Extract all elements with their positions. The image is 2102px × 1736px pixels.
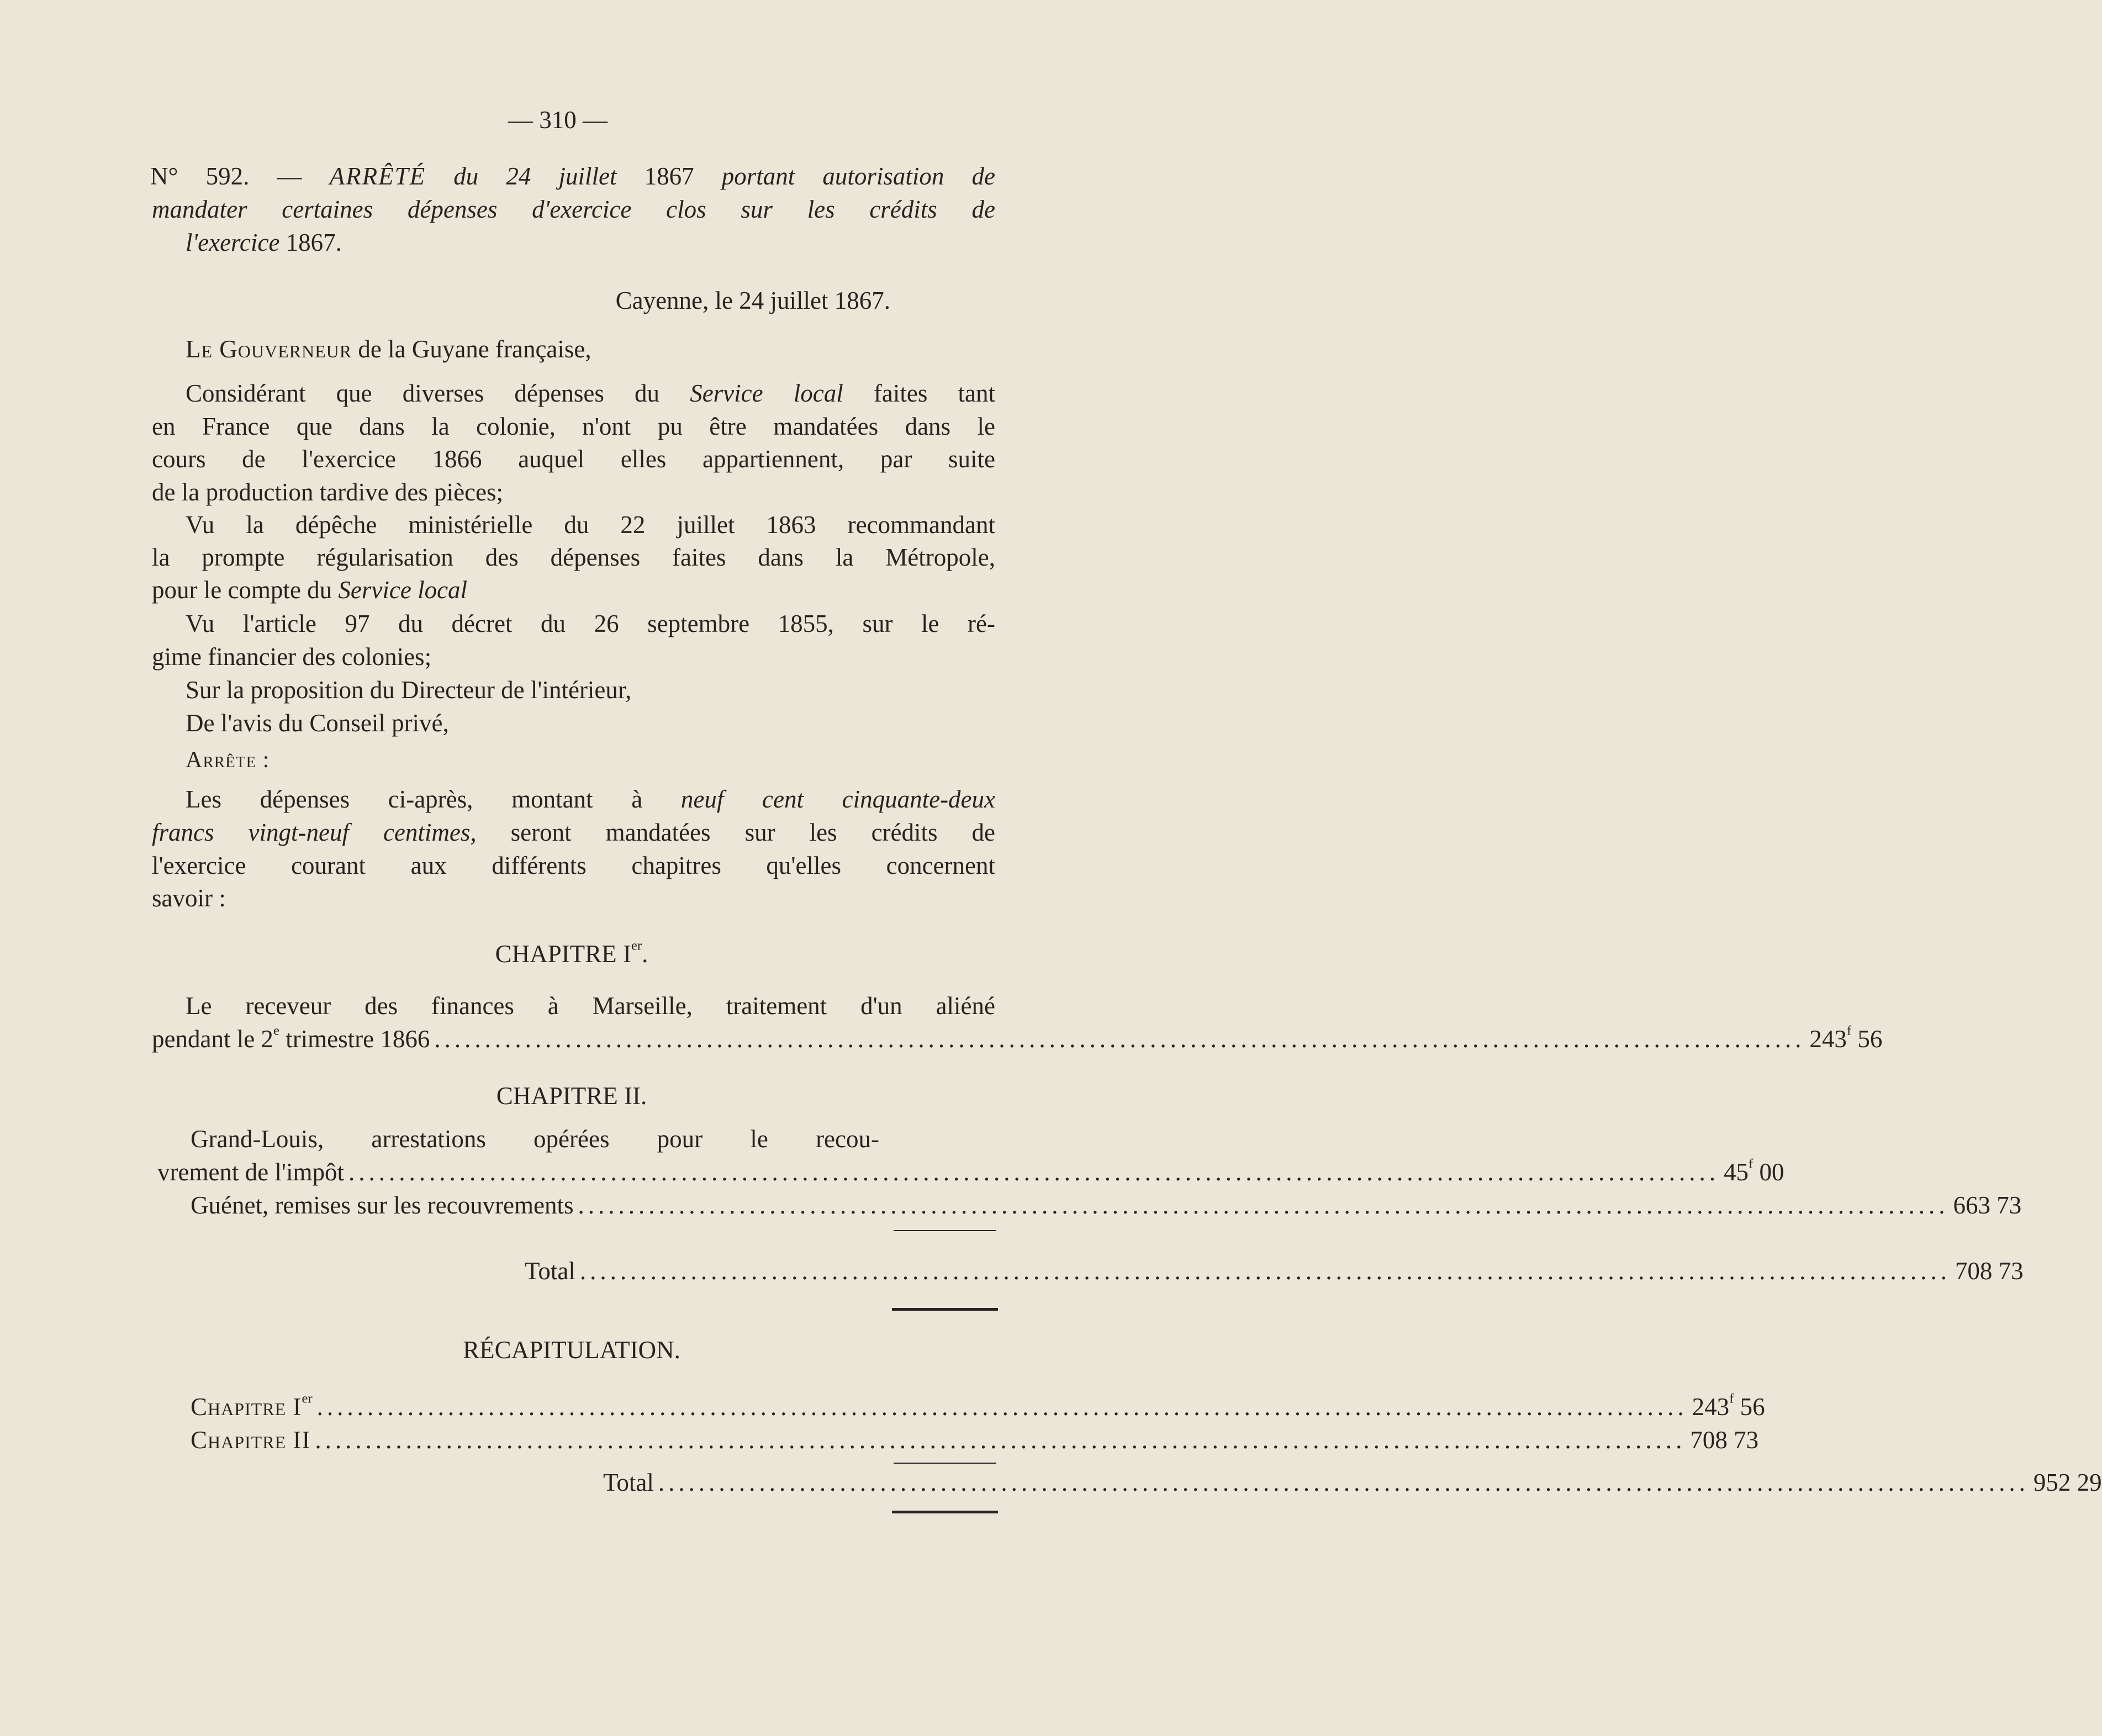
total-double-rule bbox=[892, 1308, 998, 1311]
recap-total-amount: 952 29 bbox=[2033, 1469, 2102, 1496]
vu-depeche-service-local: Service local bbox=[338, 576, 468, 604]
considerant-line-4: de la production tardive des pièces; bbox=[152, 478, 504, 506]
vu-depeche-line-1: Vu la dépêche ministérielle du 22 juillet 1863 recommandant bbox=[186, 511, 995, 539]
chapitre-2-item-1-line-2: vrement de l'impôt bbox=[157, 1158, 345, 1186]
recap-total-row bbox=[603, 1466, 2102, 1498]
chapitre-1-heading-end: . bbox=[642, 940, 648, 968]
considerant-text-b: faites tant bbox=[873, 379, 996, 407]
chapitre-1-item-row bbox=[152, 1023, 1883, 1055]
dot-leader: ........................................................................................................................................ bbox=[348, 1158, 1720, 1186]
vu-depeche-line-2: la prompte régularisation des dépenses faites dans la Métropole, bbox=[152, 544, 995, 571]
title-line-3-year: 1867. bbox=[286, 229, 342, 256]
recap-row-1-amount: 243$^f$ 56 bbox=[1692, 1391, 1765, 1421]
body-line-2 bbox=[152, 816, 995, 848]
body-line-3: l'exercice courant aux différents chapitres qu'elles concernent bbox=[152, 852, 995, 879]
dateline: Cayenne, le 24 juillet 1867. bbox=[615, 287, 890, 314]
title-date: 24 juillet bbox=[506, 162, 617, 190]
title-line-2-text: mandater certaines dépenses d'exercice clos sur les crédits de bbox=[152, 196, 995, 223]
considerant-line-1 bbox=[186, 377, 995, 409]
chapitre-1-item-line-2: pendant le 2e trimestre 1866 bbox=[152, 1023, 430, 1053]
decree-title-line-3 bbox=[186, 226, 342, 258]
de-avis: De l'avis du Conseil privé, bbox=[186, 709, 449, 737]
title-rest: portant autorisation de bbox=[721, 162, 995, 190]
vu-depeche-text: pour le compte du bbox=[152, 576, 332, 604]
title-dash: — bbox=[277, 162, 302, 190]
chapitre-2-item-1-amount: 45$^f$ 00 bbox=[1724, 1156, 1784, 1186]
chapitre-2-total-amount: 708 73 bbox=[1955, 1257, 2024, 1285]
decree-number: N° 592. bbox=[150, 162, 250, 190]
decree-title-line-1 bbox=[150, 160, 995, 192]
considerant-line-2: en France que dans la colonie, n'ont pu être mandatées dans le bbox=[152, 413, 995, 440]
vu-depeche-line-3 bbox=[152, 574, 467, 606]
chapitre-2-item-2-row bbox=[191, 1189, 2022, 1221]
dot-leader: ........................................................................................................................................ bbox=[658, 1469, 2029, 1496]
vu-article-line-2: gime financier des colonies; bbox=[152, 643, 432, 671]
title-word-du: du bbox=[453, 162, 479, 190]
recap-total-label: Total bbox=[603, 1469, 654, 1496]
chapitre-2-total-row bbox=[525, 1255, 2024, 1287]
considerant-line-3: cours de l'exercice 1866 auquel elles appartiennent, par suite bbox=[152, 445, 995, 473]
dot-leader: ........................................................................................................................................ bbox=[578, 1191, 1949, 1219]
considerant-service-local: Service local bbox=[690, 379, 843, 407]
body-text-a: Les dépenses ci-après, montant à bbox=[186, 785, 643, 813]
sur-proposition: Sur la proposition du Directeur de l'intérieur, bbox=[186, 676, 632, 704]
decree-title-line-2 bbox=[152, 193, 995, 225]
chapitre-1-heading bbox=[0, 938, 1143, 970]
arrete-label: Arrête : bbox=[186, 747, 270, 773]
subtotal-rule bbox=[894, 1230, 996, 1231]
dot-leader: ........................................................................................................................................ bbox=[315, 1426, 1686, 1454]
chapitre-1-heading-sup: er bbox=[631, 938, 642, 953]
dot-leader: ........................................................................................................................................ bbox=[434, 1025, 1805, 1053]
body-amount-words-b: francs vingt-neuf centimes, bbox=[152, 819, 477, 846]
governor-smallcaps: Le Gouverneur bbox=[186, 335, 352, 363]
recap-heading: RÉCAPITULATION. bbox=[463, 1336, 680, 1364]
dot-leader: ........................................................................................................................................ bbox=[579, 1257, 1951, 1285]
preamble-governor bbox=[186, 333, 591, 365]
chapitre-1-heading-text: CHAPITRE I bbox=[495, 940, 631, 968]
chapitre-2-total-label: Total bbox=[525, 1257, 575, 1285]
considerant-text-a: Considérant que diverses dépenses du bbox=[186, 379, 660, 407]
dot-leader: ........................................................................................................................................ bbox=[316, 1393, 1688, 1421]
recap-row-2 bbox=[191, 1424, 1759, 1456]
chapitre-2-heading: CHAPITRE II. bbox=[496, 1082, 647, 1110]
chapitre-2-item-1-line-1: Grand-Louis, arrestations opérées pour le recou- bbox=[191, 1125, 879, 1153]
chapitre-1-amount: 243$^f$ 56 bbox=[1809, 1023, 1883, 1053]
chapitre-2-item-1-row bbox=[157, 1156, 1784, 1188]
page-number: — 310 — bbox=[508, 106, 608, 134]
vu-article-line-1: Vu l'article 97 du décret du 26 septembre 1855, sur le ré- bbox=[186, 610, 995, 637]
title-year: 1867 bbox=[644, 162, 694, 190]
title-word-arrete: ARRÊTÉ bbox=[329, 162, 426, 190]
recap-row-1-label: Chapitre Ier bbox=[191, 1391, 313, 1421]
recap-total-double-rule bbox=[892, 1511, 998, 1513]
recap-row-2-label: Chapitre II bbox=[191, 1426, 311, 1454]
chapitre-2-item-2-label: Guénet, remises sur les recouvrements bbox=[191, 1191, 574, 1219]
body-line-1 bbox=[186, 783, 995, 815]
recap-row-1 bbox=[191, 1391, 1765, 1423]
title-line-3-italic: l'exercice bbox=[186, 229, 280, 256]
body-text-b: seront mandatées sur les crédits de bbox=[510, 819, 996, 846]
body-amount-words-a: neuf cent cinquante-deux bbox=[680, 785, 995, 813]
body-line-4: savoir : bbox=[152, 884, 226, 912]
governor-rest: de la Guyane française, bbox=[358, 335, 591, 363]
recap-row-2-amount: 708 73 bbox=[1690, 1426, 1759, 1454]
recap-rule bbox=[894, 1463, 996, 1464]
chapitre-1-item-line-1: Le receveur des finances à Marseille, traitement d'un aliéné bbox=[186, 992, 995, 1020]
chapitre-2-item-2-amount: 663 73 bbox=[1953, 1191, 2022, 1219]
